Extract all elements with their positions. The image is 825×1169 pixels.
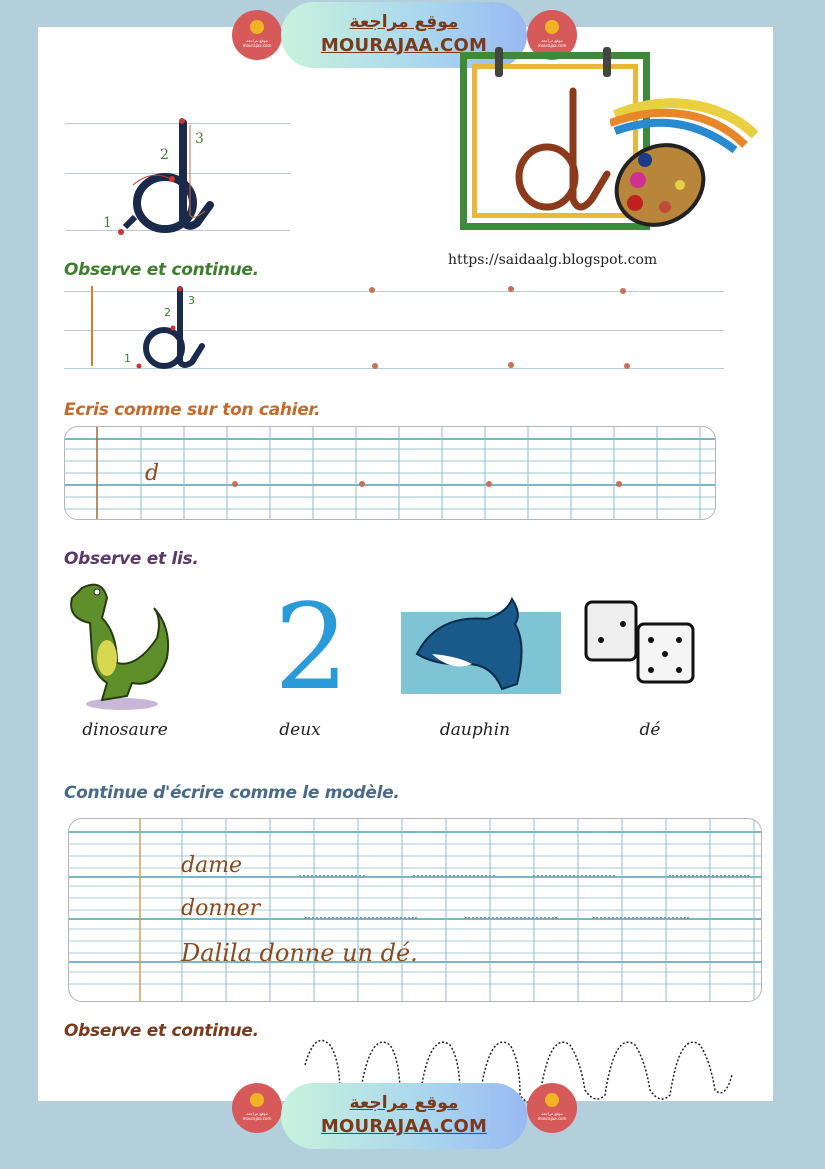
watermark-arabic: موقع مراجعة	[349, 12, 459, 32]
watermark-badge-left: موقع مراجعة mourajaa.com	[232, 10, 282, 60]
watermark-badge-right: موقع مراجعة mourajaa.com	[527, 10, 577, 60]
letter-stroke-guide: 1 2 3	[65, 105, 295, 245]
model-letter: d	[145, 461, 160, 486]
cursive-d-icon	[65, 105, 295, 245]
dice-image	[583, 596, 698, 691]
cursive-d-icon	[124, 286, 284, 376]
watermark-banner-bottom[interactable]: موقع مراجعة MOURAJAA.COM	[281, 1083, 527, 1149]
model-sentence: Dalila donne un dé.	[181, 939, 418, 967]
blog-url: https://saidaalg.blogspot.com	[448, 252, 658, 268]
watermark-badge-right-bottom: موقع مراجعة mourajaa.com	[527, 1083, 577, 1133]
notebook-grid	[64, 426, 716, 520]
dolphin-image	[401, 612, 561, 694]
dinosaur-image	[62, 578, 182, 713]
word-deux: deux	[279, 720, 321, 740]
number-two-image: 2	[274, 578, 350, 716]
section-title-observe-read: Observe et lis.	[64, 549, 199, 569]
model-writing-grid	[68, 818, 762, 1002]
model-word-dame: dame	[181, 853, 243, 878]
section-title-continue-model: Continue d'écrire comme le modèle.	[64, 783, 400, 803]
paint-palette-icon	[610, 75, 760, 235]
watermark-badge-left-bottom: موقع مراجعة mourajaa.com	[232, 1083, 282, 1133]
tracing-lines: 1 2 3	[64, 286, 724, 376]
watermark-latin: MOURAJAA.COM	[320, 35, 488, 56]
section-title-observe-continue: Observe et continue.	[64, 260, 259, 280]
section-title-observe-continue-2: Observe et continue.	[64, 1021, 259, 1041]
word-de: dé	[639, 720, 661, 740]
section-title-write-notebook: Ecris comme sur ton cahier.	[64, 400, 321, 420]
model-word-donner: donner	[181, 896, 261, 921]
word-dauphin: dauphin	[439, 720, 511, 740]
word-dinosaure: dinosaure	[82, 720, 168, 740]
